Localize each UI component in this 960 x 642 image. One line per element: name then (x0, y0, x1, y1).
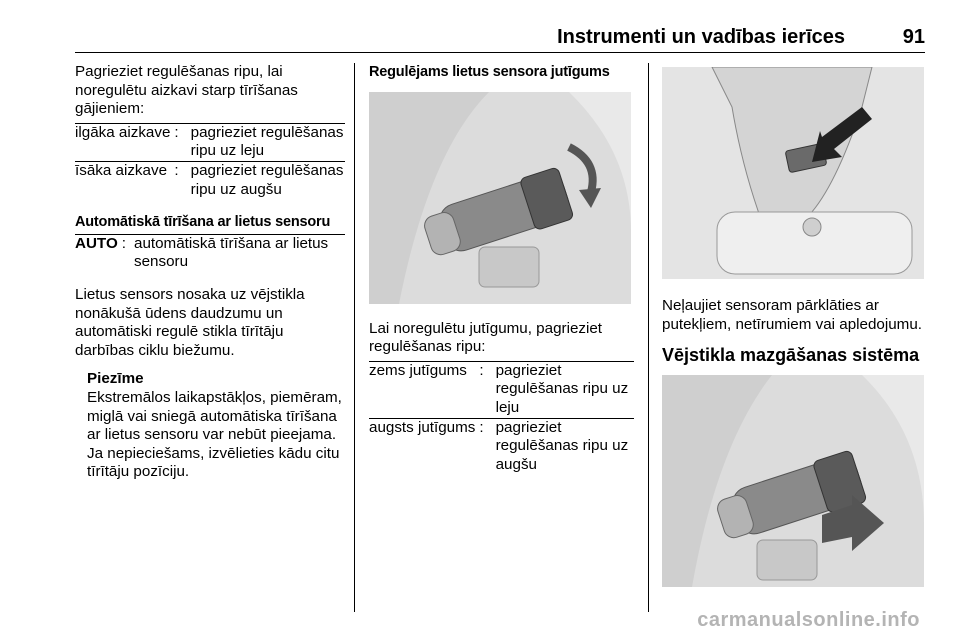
column-divider (354, 63, 355, 612)
intro-text: Pagrieziet regulēšanas ripu, lai noregulētu aizkavi starp tīrīšanas gājieniem: (75, 63, 298, 118)
auto-heading: Automātiskā tīrīšana ar lietus sensoru (75, 214, 331, 231)
column-divider (648, 63, 649, 612)
sensitivity-heading: Regulējams lietus sensora jutīgums (369, 64, 610, 80)
note-box (87, 370, 345, 482)
table-term: īsāka aizkave (75, 161, 168, 179)
wiper-stalk-illustration (369, 92, 631, 304)
page-number: 91 (902, 26, 925, 48)
column-3 (662, 63, 927, 587)
page-title: Instrumenti un vadības ierīces (557, 26, 845, 48)
washer-heading: Vējstikla mazgāšanas sistēma (662, 345, 920, 366)
table-desc: pagrieziet regulēšanas ripu uz leju (495, 361, 629, 416)
table-desc: pagrieziet regulēšanas ripu uz augšu (495, 418, 629, 473)
column-2 (369, 63, 634, 474)
auto-table: AUTO : automātiskā tīrīšana ar lietus sensoru (75, 234, 345, 272)
note-title: Piezīme (87, 370, 144, 388)
table-term: ilgāka aizkave (75, 123, 171, 141)
table-desc: automātiskā tīrīšana ar lietus sensoru (134, 234, 329, 271)
column-1 (75, 63, 345, 482)
note-text: Ekstremālos laikapstākļos, piemēram, miglā vai sniegā automātiska tīrīšana ar lietus sensoru var nebūt pieejama. Ja nepieciešams, izvēlieties kādu citu tīrītāju pozīciju. (87, 388, 342, 481)
sensor-care-text: Neļaujiet sensoram pārklāties ar putekļiem, netīrumiem vai apledojumu. (662, 297, 922, 333)
sensitivity-intro: Lai noregulētu jutīgumu, pagrieziet regulēšanas ripu: (369, 319, 603, 356)
table-term: augsts jutīgums (369, 418, 476, 436)
sensitivity-table: zems jutīgums : pagrieziet regulēšanas ripu uz leju augsts jutīgums : pagrieziet regulēšanas ripu uz augšu (369, 361, 634, 475)
watermark: carmanualsonline.info (697, 609, 920, 631)
table-desc: pagrieziet regulēšanas ripu uz leju (190, 123, 344, 160)
page-header (75, 26, 925, 53)
washer-stalk-illustration (662, 375, 924, 587)
delay-table: ilgāka aizkave : pagrieziet regulēšanas ripu uz leju īsāka aizkave : pagrieziet regulēšanas ripu uz augšu (75, 123, 344, 198)
rain-sensor-illustration (662, 67, 924, 279)
table-desc: pagrieziet regulēšanas ripu uz augšu (190, 161, 344, 198)
table-term: zems jutīgums (369, 361, 467, 379)
table-term: AUTO (75, 234, 118, 252)
sensor-text: Lietus sensors nosaka uz vējstikla nonākušā ūdens daudzumu un automātiski regulē stikla tīrītāju darbības ciklu biežumu. (75, 285, 305, 359)
